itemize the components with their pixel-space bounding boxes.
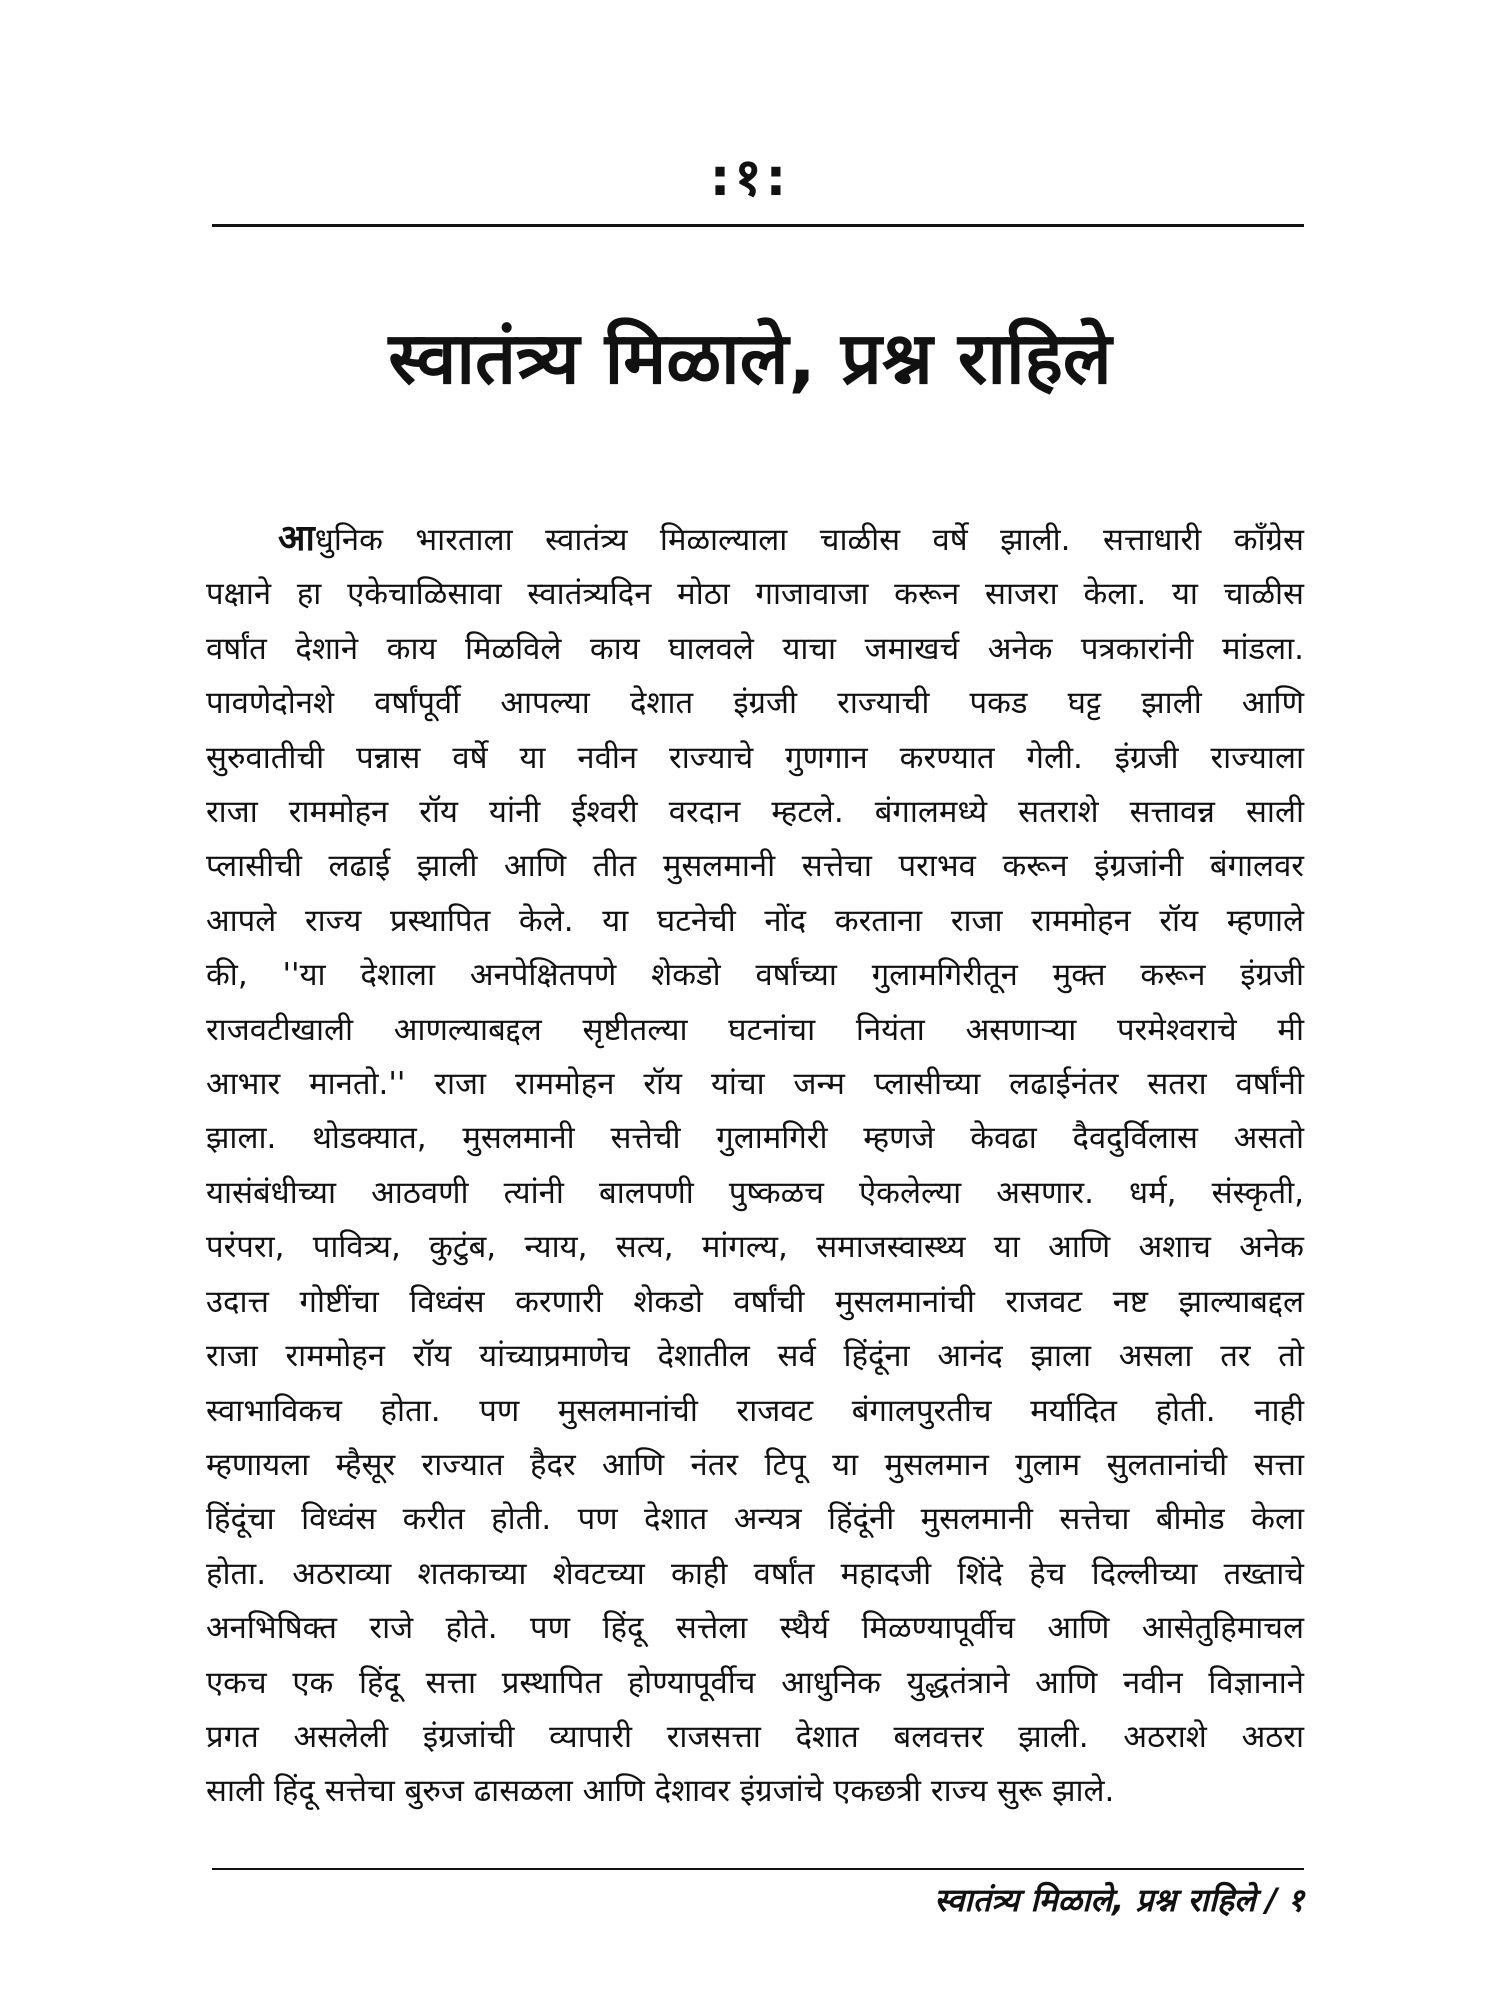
text-line: उदात्त गोष्टींचा विध्वंस करणारी शेकडो वर्षांची मुसलमानांची राजवट नष्ट झाल्याबद्दल bbox=[206, 1283, 1304, 1320]
text-line: राजा राममोहन रॉय यांच्याप्रमाणेच देशातील सर्व हिंदूंना आनंद झाला असला तर तो bbox=[206, 1338, 1304, 1375]
text-line: झाला. थोडक्यात, मुसलमानी सत्तेची गुलामगिरी म्हणजे केवढा दैवदुर्विलास असतो bbox=[206, 1120, 1304, 1157]
text-line: स्वाभाविकच होता. पण मुसलमानांची राजवट बंगालपुरतीच मर्यादित होती. नाही bbox=[206, 1392, 1304, 1429]
text-line: अनभिषिक्त राजे होते. पण हिंदू सत्तेला स्थैर्य मिळण्यापूर्वीच आणि आसेतुहिमाचल bbox=[206, 1610, 1304, 1647]
text-line bbox=[206, 512, 1304, 567]
text-line: होता. अठराव्या शतकाच्या शेवटच्या काही वर्षांत महादजी शिंदे हेच दिल्लीच्या तख्ताचे bbox=[206, 1555, 1304, 1592]
text-line: परंपरा, पावित्र्य, कुटुंब, न्याय, सत्य, मांगल्य, समाजस्वास्थ्य या आणि अशाच अनेक bbox=[206, 1229, 1304, 1266]
text-line: एकच एक हिंदू सत्ता प्रस्थापित होण्यापूर्वीच आधुनिक युद्धतंत्राने आणि नवीन विज्ञानाने bbox=[206, 1664, 1304, 1701]
text-line: सुरुवातीची पन्नास वर्षे या नवीन राज्याचे गुणगान करण्यात गेली. इंग्रजी राज्याला bbox=[206, 739, 1304, 776]
body-paragraph bbox=[206, 512, 1304, 1819]
text-line: पक्षाने हा एकेचाळिसावा स्वातंत्र्यदिन मोठा गाजावाजा करून साजरा केला. या चाळीस bbox=[206, 576, 1304, 613]
footer-rule bbox=[212, 1868, 1304, 1870]
text-line: आपले राज्य प्रस्थापित केले. या घटनेची नोंद करताना राजा राममोहन रॉय म्हणाले bbox=[206, 902, 1304, 939]
footer-separator: / bbox=[1265, 1881, 1278, 1919]
chapter-title: स्वातंत्र्य मिळाले, प्रश्न राहिले bbox=[388, 316, 1112, 400]
text-line: वर्षांत देशाने काय मिळविले काय घालवले याचा जमाखर्च अनेक पत्रकारांनी मांडला. bbox=[206, 630, 1304, 667]
text-line: पावणेदोनशे वर्षांपूर्वी आपल्या देशात इंग्रजी राज्याची पकड घट्ट झाली आणि bbox=[206, 685, 1304, 722]
text-line: प्लासीची लढाई झाली आणि तीत मुसलमानी सत्तेचा पराभव करून इंग्रजांनी बंगालवर bbox=[206, 848, 1304, 885]
text-line: की, ''या देशाला अनपेक्षितपणे शेकडो वर्षांच्या गुलामगिरीतून मुक्त करून इंग्रजी bbox=[206, 957, 1304, 994]
chapter-number: :१: bbox=[709, 148, 791, 208]
page-number: १ bbox=[1287, 1881, 1304, 1919]
header-rule bbox=[212, 224, 1304, 227]
text-line: हिंदूंचा विध्वंस करीत होती. पण देशात अन्यत्र हिंदूंनी मुसलमानी सत्तेचा बीमोड केला bbox=[206, 1501, 1304, 1538]
text-line: आभार मानतो.'' राजा राममोहन रॉय यांचा जन्म प्लासीच्या लढाईनंतर सतरा वर्षांनी bbox=[206, 1066, 1304, 1103]
dropcap: आ bbox=[278, 518, 315, 559]
text-line-content: धुनिक भारताला स्वातंत्र्य मिळाल्याला चाळीस वर्षे झाली. सत्ताधारी काँग्रेस bbox=[314, 522, 1304, 558]
text-line: प्रगत असलेली इंग्रजांची व्यापारी राजसत्ता देशात बलवत्तर झाली. अठराशे अठरा bbox=[206, 1718, 1304, 1755]
text-line: राजवटीखाली आणल्याबद्दल सृष्टीतल्या घटनांचा नियंता असणाऱ्या परमेश्वराचे मी bbox=[206, 1011, 1304, 1048]
text-line: म्हणायला म्हैसूर राज्यात हैदर आणि नंतर टिपू या मुसलमान गुलाम सुलतानांची सत्ता bbox=[206, 1446, 1304, 1483]
text-line: साली हिंदू सत्तेचा बुरुज ढासळला आणि देशावर इंग्रजांचे एकछत्री राज्य सुरू झाले. bbox=[206, 1773, 1115, 1810]
running-title: स्वातंत्र्य मिळाले, प्रश्न राहिले bbox=[934, 1881, 1256, 1919]
text-line: यासंबंधीच्या आठवणी त्यांनी बालपणी पुष्कळच ऐकलेल्या असणार. धर्म, संस्कृती, bbox=[206, 1174, 1304, 1211]
running-footer bbox=[934, 1878, 1304, 1922]
text-line: राजा राममोहन रॉय यांनी ईश्वरी वरदान म्हटले. बंगालमध्ये सतराशे सत्तावन्न साली bbox=[206, 794, 1304, 831]
